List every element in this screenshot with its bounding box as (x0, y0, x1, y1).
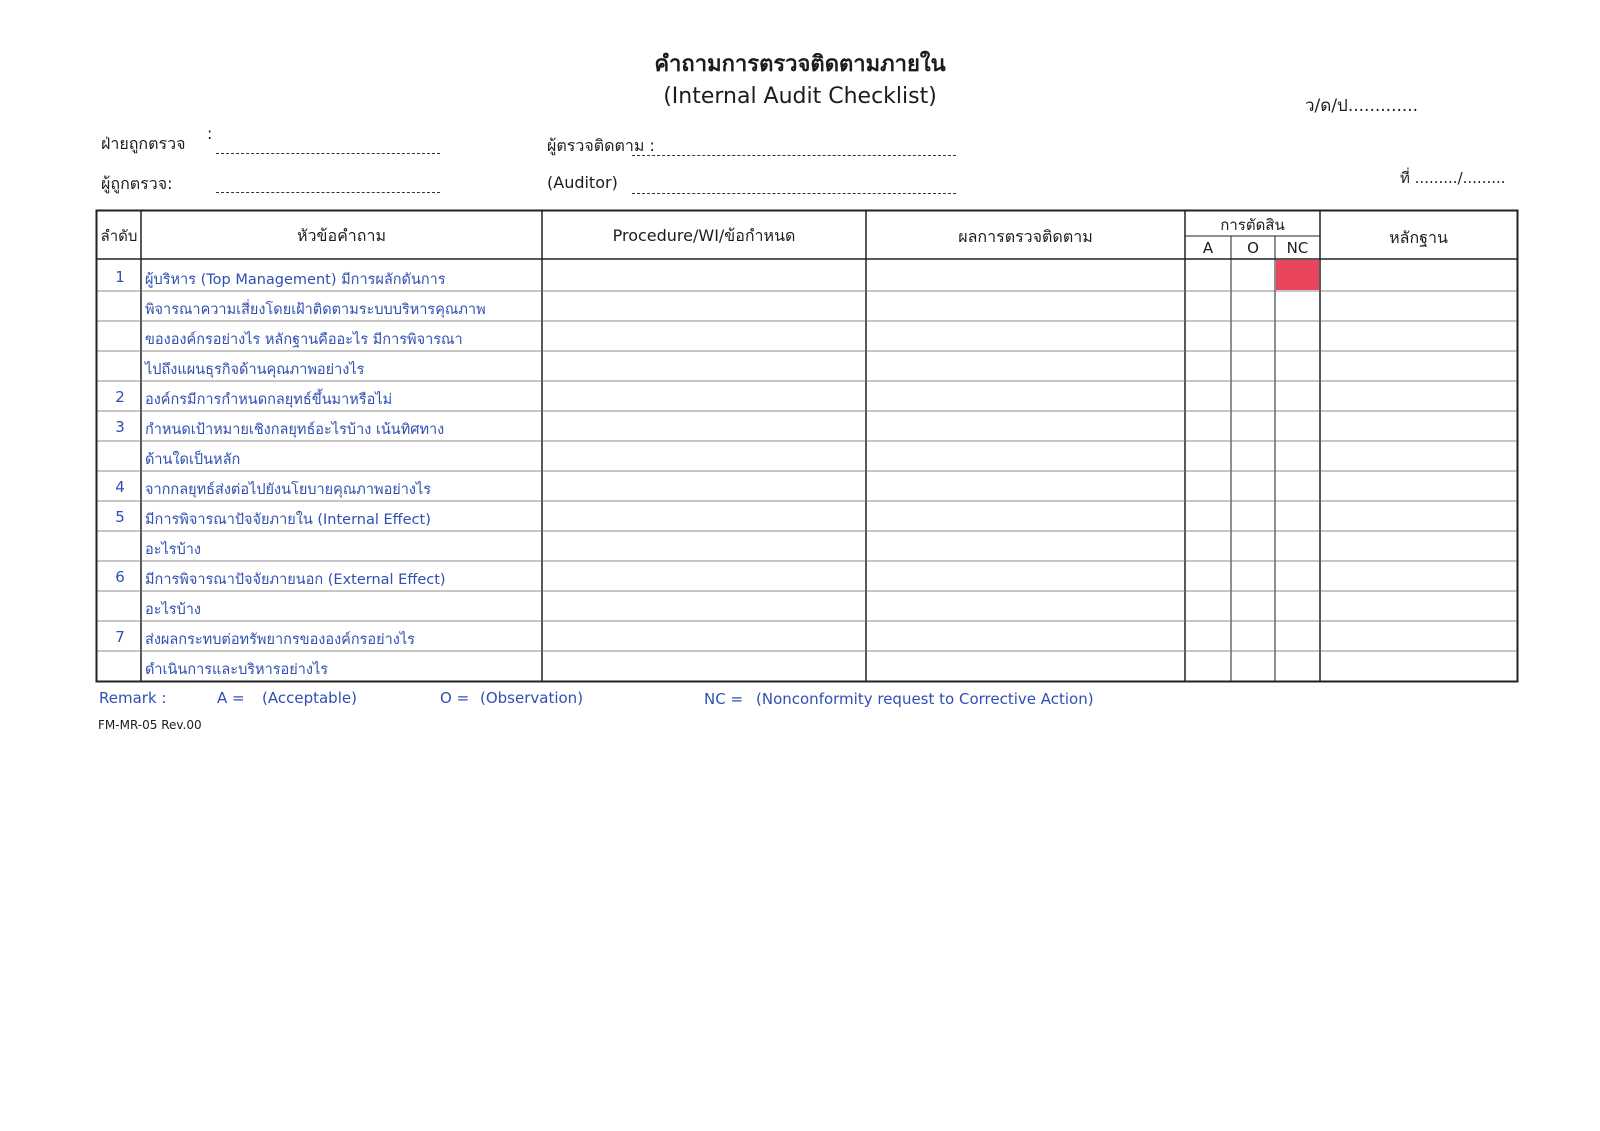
row-number: 2 (115, 388, 125, 406)
col-header-no: ลำดับ (100, 227, 138, 245)
row-number: 3 (115, 418, 125, 436)
col-header-procedure: Procedure/WI/ข้อกำหนด (612, 226, 796, 245)
question-text: มีการพิจารณาปัจจัยภายใน (Internal Effect) (145, 512, 431, 528)
question-text: มีการพิจารณาปัจจัยภายนอก (External Effect) (145, 572, 446, 588)
nc-marked-cell[interactable] (1276, 260, 1319, 290)
col-header-question: หัวข้อคำถาม (297, 226, 386, 245)
question-text: อะไรบ้าง (145, 602, 202, 618)
form-code: FM-MR-05 Rev.00 (98, 718, 202, 732)
question-text: จากกลยุทธ์ส่งต่อไปยังนโยบายคุณภาพอย่างไร (145, 482, 432, 498)
question-text: ด้านใดเป็นหลัก (145, 452, 241, 468)
auditee-dept-label: ฝ่ายถูกตรวจ (101, 134, 186, 153)
auditor-label-thai: ผู้ตรวจติดตาม : (547, 136, 655, 155)
page-title-english: (Internal Audit Checklist) (663, 84, 937, 109)
auditee-dept-colon: : (207, 124, 213, 143)
question-text: พิจารณาความเสี่ยงโดยเฝ้าติดตามระบบบริหารคุณภาพ (145, 302, 486, 318)
question-text: องค์กรมีการกำหนดกลยุทธ์ขึ้นมาหรือไม่ (145, 392, 393, 408)
auditor-label-english: (Auditor) (547, 173, 618, 192)
col-header-result: ผลการตรวจติดตาม (958, 227, 1093, 246)
col-header-decision: การตัดสิน (1220, 216, 1285, 234)
question-text: ผู้บริหาร (Top Management) มีการผลักดันการ (145, 272, 446, 288)
row-number: 4 (115, 478, 125, 496)
date-field[interactable]: ว/ด/ป............. (1305, 96, 1419, 116)
auditee-label: ผู้ถูกตรวจ: (101, 174, 173, 193)
question-text: ไปถึงแผนธุรกิจด้านคุณภาพอย่างไร (145, 362, 365, 378)
page-title-thai: คำถามการตรวจติดตามภายใน (654, 52, 946, 77)
remark-a-code: A = (217, 689, 245, 707)
row-number: 5 (115, 508, 125, 526)
row-number: 7 (115, 628, 125, 646)
document-number-field[interactable]: ที่ ........./......... (1400, 169, 1506, 187)
remark-nc-code: NC = (704, 690, 744, 708)
remark-a-desc: (Acceptable) (262, 689, 357, 707)
question-text: อะไรบ้าง (145, 542, 202, 558)
col-header-evidence: หลักฐาน (1389, 228, 1448, 247)
remark-label: Remark : (99, 689, 167, 707)
remark-o-code: O = (440, 689, 470, 707)
question-text: กำหนดเป้าหมายเชิงกลยุทธ์อะไรบ้าง เน้นทิศทาง (145, 422, 445, 438)
row-number: 1 (115, 268, 125, 286)
remark-o-desc: (Observation) (480, 689, 584, 707)
col-header-a: A (1202, 239, 1214, 257)
remark-nc-desc: (Nonconformity request to Corrective Action) (756, 690, 1094, 708)
question-text: ดำเนินการและบริหารอย่างไร (145, 662, 329, 678)
question-text: ขององค์กรอย่างไร หลักฐานคืออะไร มีการพิจารณา (145, 332, 463, 348)
question-text: ส่งผลกระทบต่อทรัพยากรขององค์กรอย่างไร (145, 632, 415, 648)
col-header-o: O (1247, 239, 1259, 257)
col-header-nc: NC (1286, 239, 1309, 257)
row-number: 6 (115, 568, 125, 586)
